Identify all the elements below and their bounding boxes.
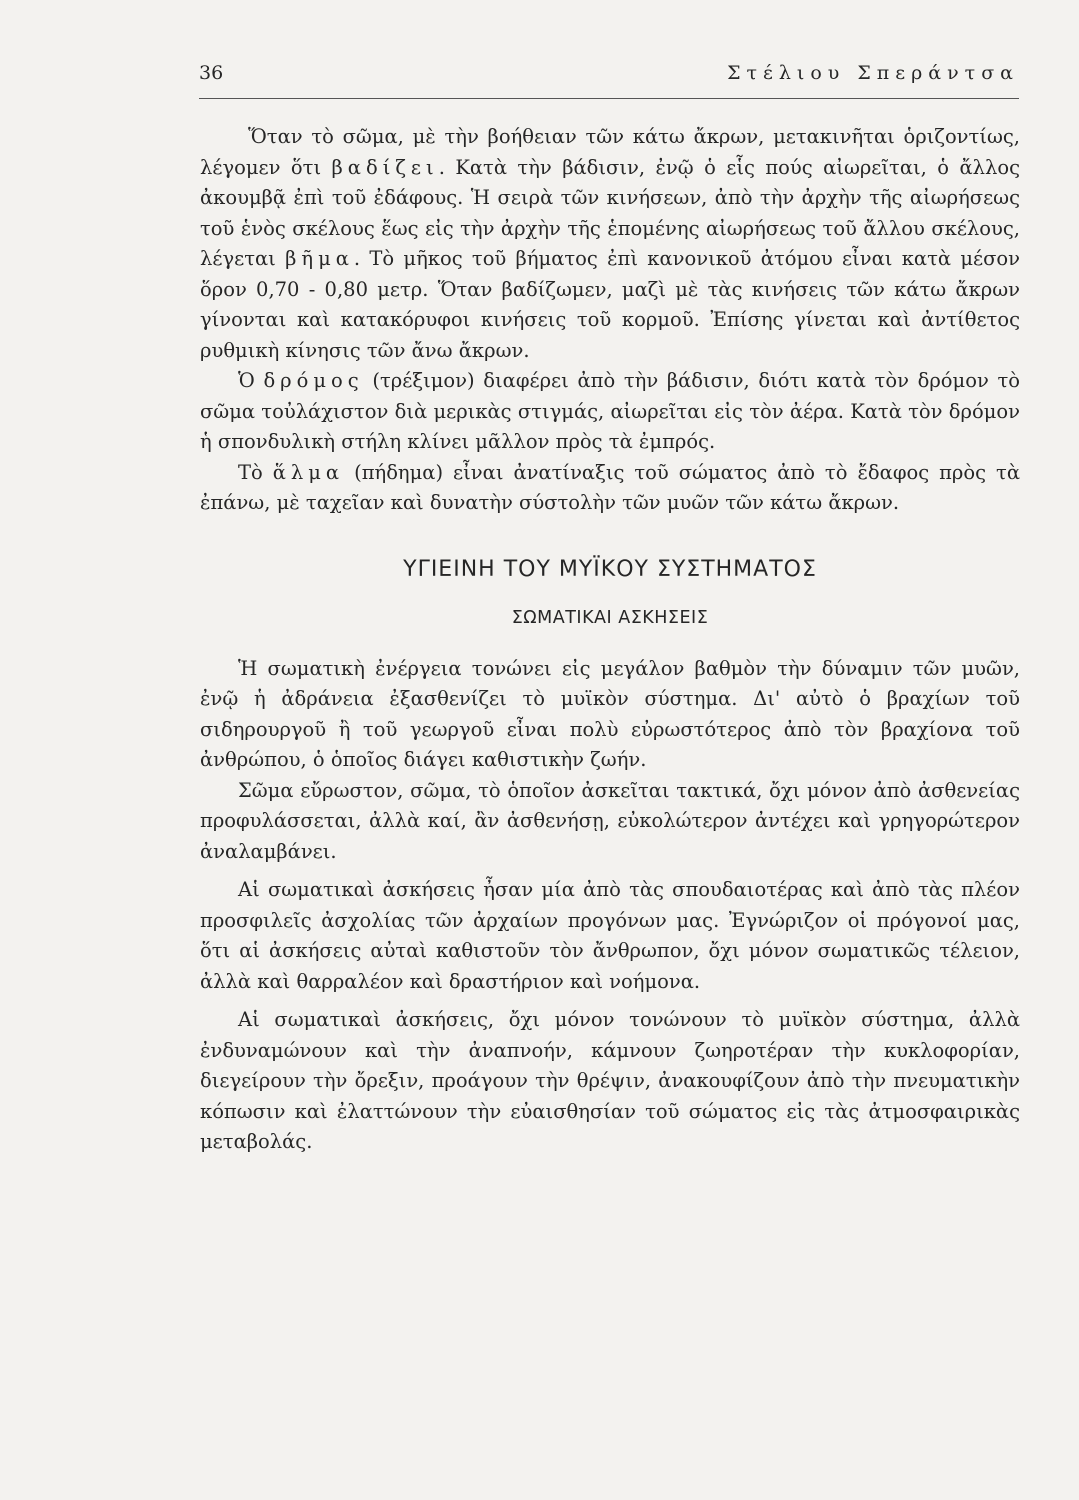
paragraph-exercise-2: Σῶμα εὔρωστον, σῶμα, τὸ ὁποῖον ἀσκεῖται τακτικά, ὄχι μόνον ἀπὸ ἀσθενείας προφυλάσσεται, ἀλλὰ καί, ἂν ἀσθενήσῃ, εὐκολώτερον ἀντέχει καὶ γρηγορώτερον ἀναλαμβάνει. [200,778,1020,863]
running-head: Στέλιου Σπεράντσα [727,62,1019,84]
paragraph-text: Ὁ [238,369,264,392]
term-bima: βῆμα [285,247,354,270]
paragraph-running [200,366,1020,458]
section-heading: ΥΓΙΕΙΝΗ ΤΟΥ ΜΥΪΚΟΥ ΣΥΣΤΗΜΑΤΟΣ [403,556,817,582]
paragraph-exercise-3: Αἱ σωματικαὶ ἀσκήσεις ἦσαν μία ἀπὸ τὰς σπουδαιοτέρας καὶ ἀπὸ τὰς πλέον προσφιλεῖς ἀσχολίας τῶν ἀρχαίων προγόνων μας. Ἐγνώριζον οἱ πρόγονοί μας, ὅτι αἱ ἀσκήσεις αὐταὶ καθιστοῦν τὸν ἄνθρωπον, ὄχι μόνον σωματικῶς τέλειον, ἀλλὰ καὶ θαρραλέον καὶ δραστήριον καὶ νοήμονα. [200,878,1020,993]
page-number: 36 [199,62,224,84]
term-alma: ἅλμα [272,460,345,484]
term-badizei: βαδίζει [331,155,439,179]
subsection-heading: ΣΩΜΑΤΙΚΑΙ ΑΣΚΗΣΕΙΣ [511,608,709,628]
paragraph-exercise-1: Ἡ σωματικὴ ἐνέργεια τονώνει εἰς μεγάλον βαθμὸν τὴν δύναμιν τῶν μυῶν, ἐνῷ ἡ ἀδράνεια ἐξασθενίζει τὸ μυϊκὸν σύστημα. Δι' αὐτὸ ὁ βραχίων τοῦ σιδηρουργοῦ ἢ τοῦ γεωργοῦ εἶναι πολὺ εὐρωστότερος ἀπὸ τὸν βραχίονα τοῦ ἀνθρώπου, ὁ ὁποῖος διάγει καθιστικὴν ζωήν. [200,656,1020,771]
paragraph-text: Τὸ [238,460,273,484]
paragraph-text: . Τὸ μῆκος τοῦ βήματος ἐπὶ κανονικοῦ ἀτόμου εἶναι κατὰ μέσον ὅρον 0,70 - 0,80 μετρ. Ὅταν βαδίζωμεν, μαζὶ μὲ τὰς κινήσεις τῶν κάτω ἄκρων γίνονται καὶ κατακόρυφοι κινήσεις τοῦ κορμοῦ. Ἐπίσης γίνεται καὶ ἀντίθετος ρυθμικὴ κίνησις τῶν ἄνω ἄκρων. [200,247,1020,362]
paragraph-text: . Κατὰ τὴν βάδισιν, ἐνῷ ὁ εἷς πούς αἰωρεῖται, ὁ ἄλλος ἀκουμβᾷ ἐπὶ τοῦ ἐδάφους. Ἡ σειρὰ τῶν κινήσεων, ἀπὸ τὴν ἀρχὴν τῆς αἰωρήσεως τοῦ ἑνὸς σκέλους ἕως εἰς τὴν ἀρχὴν τῆς ἑπομένης αἰωρήσεως τοῦ ἄλλου σκέλους, λέγεται [200,155,1021,270]
body-text [200,122,1020,1158]
paragraph-walking [200,122,1020,366]
term-dromos: δρόμος [263,369,364,392]
page-header [199,62,1019,99]
paragraph-text: Ὅταν τὸ σῶμα, μὲ τὴν βοήθειαν τῶν κάτω ἄκρων, μετακινῆται ὁριζοντίως, λέγομεν ὅτι [200,125,1020,179]
paragraph-text: (πήδημα) εἶναι ἀνατίναξις τοῦ σώματος ἀπὸ τὸ ἔδαφος πρὸς τὰ ἐπάνω, μὲ ταχεῖαν καὶ δυνατὴν σύστολὴν τῶν μυῶν τῶν κάτω ἄκρων. [200,460,1020,514]
paragraph-jump [200,458,1020,519]
paragraph-text: (τρέξιμον) διαφέρει ἀπὸ τὴν βάδισιν, διότι κατὰ τὸν δρόμον τὸ σῶμα τοὐλάχιστον διὰ μερικὰς στιγμάς, αἰωρεῖται εἰς τὸν ἀέρα. Κατὰ τὸν δρόμον ἡ σπονδυλικὴ στήλη κλίνει μᾶλλον πρὸς τὰ ἐμπρός. [200,369,1020,453]
paragraph-exercise-4: Αἱ σωματικαὶ ἀσκήσεις, ὄχι μόνον τονώνουν τὸ μυϊκὸν σύστημα, ἀλλὰ ἐνδυναμώνουν καὶ τὴν ἀναπνοήν, κάμνουν ζωηροτέραν τὴν κυκλοφορίαν, διεγείρουν τὴν ὄρεξιν, προάγουν τὴν θρέψιν, ἀνακουφίζουν ἀπὸ τὴν πνευματικὴν κόπωσιν καὶ ἐλαττώνουν τὴν εὐαισθησίαν τοῦ σώματος εἰς τὰς ἀτμοσφαιρικὰς μεταβολάς. [200,1008,1020,1153]
